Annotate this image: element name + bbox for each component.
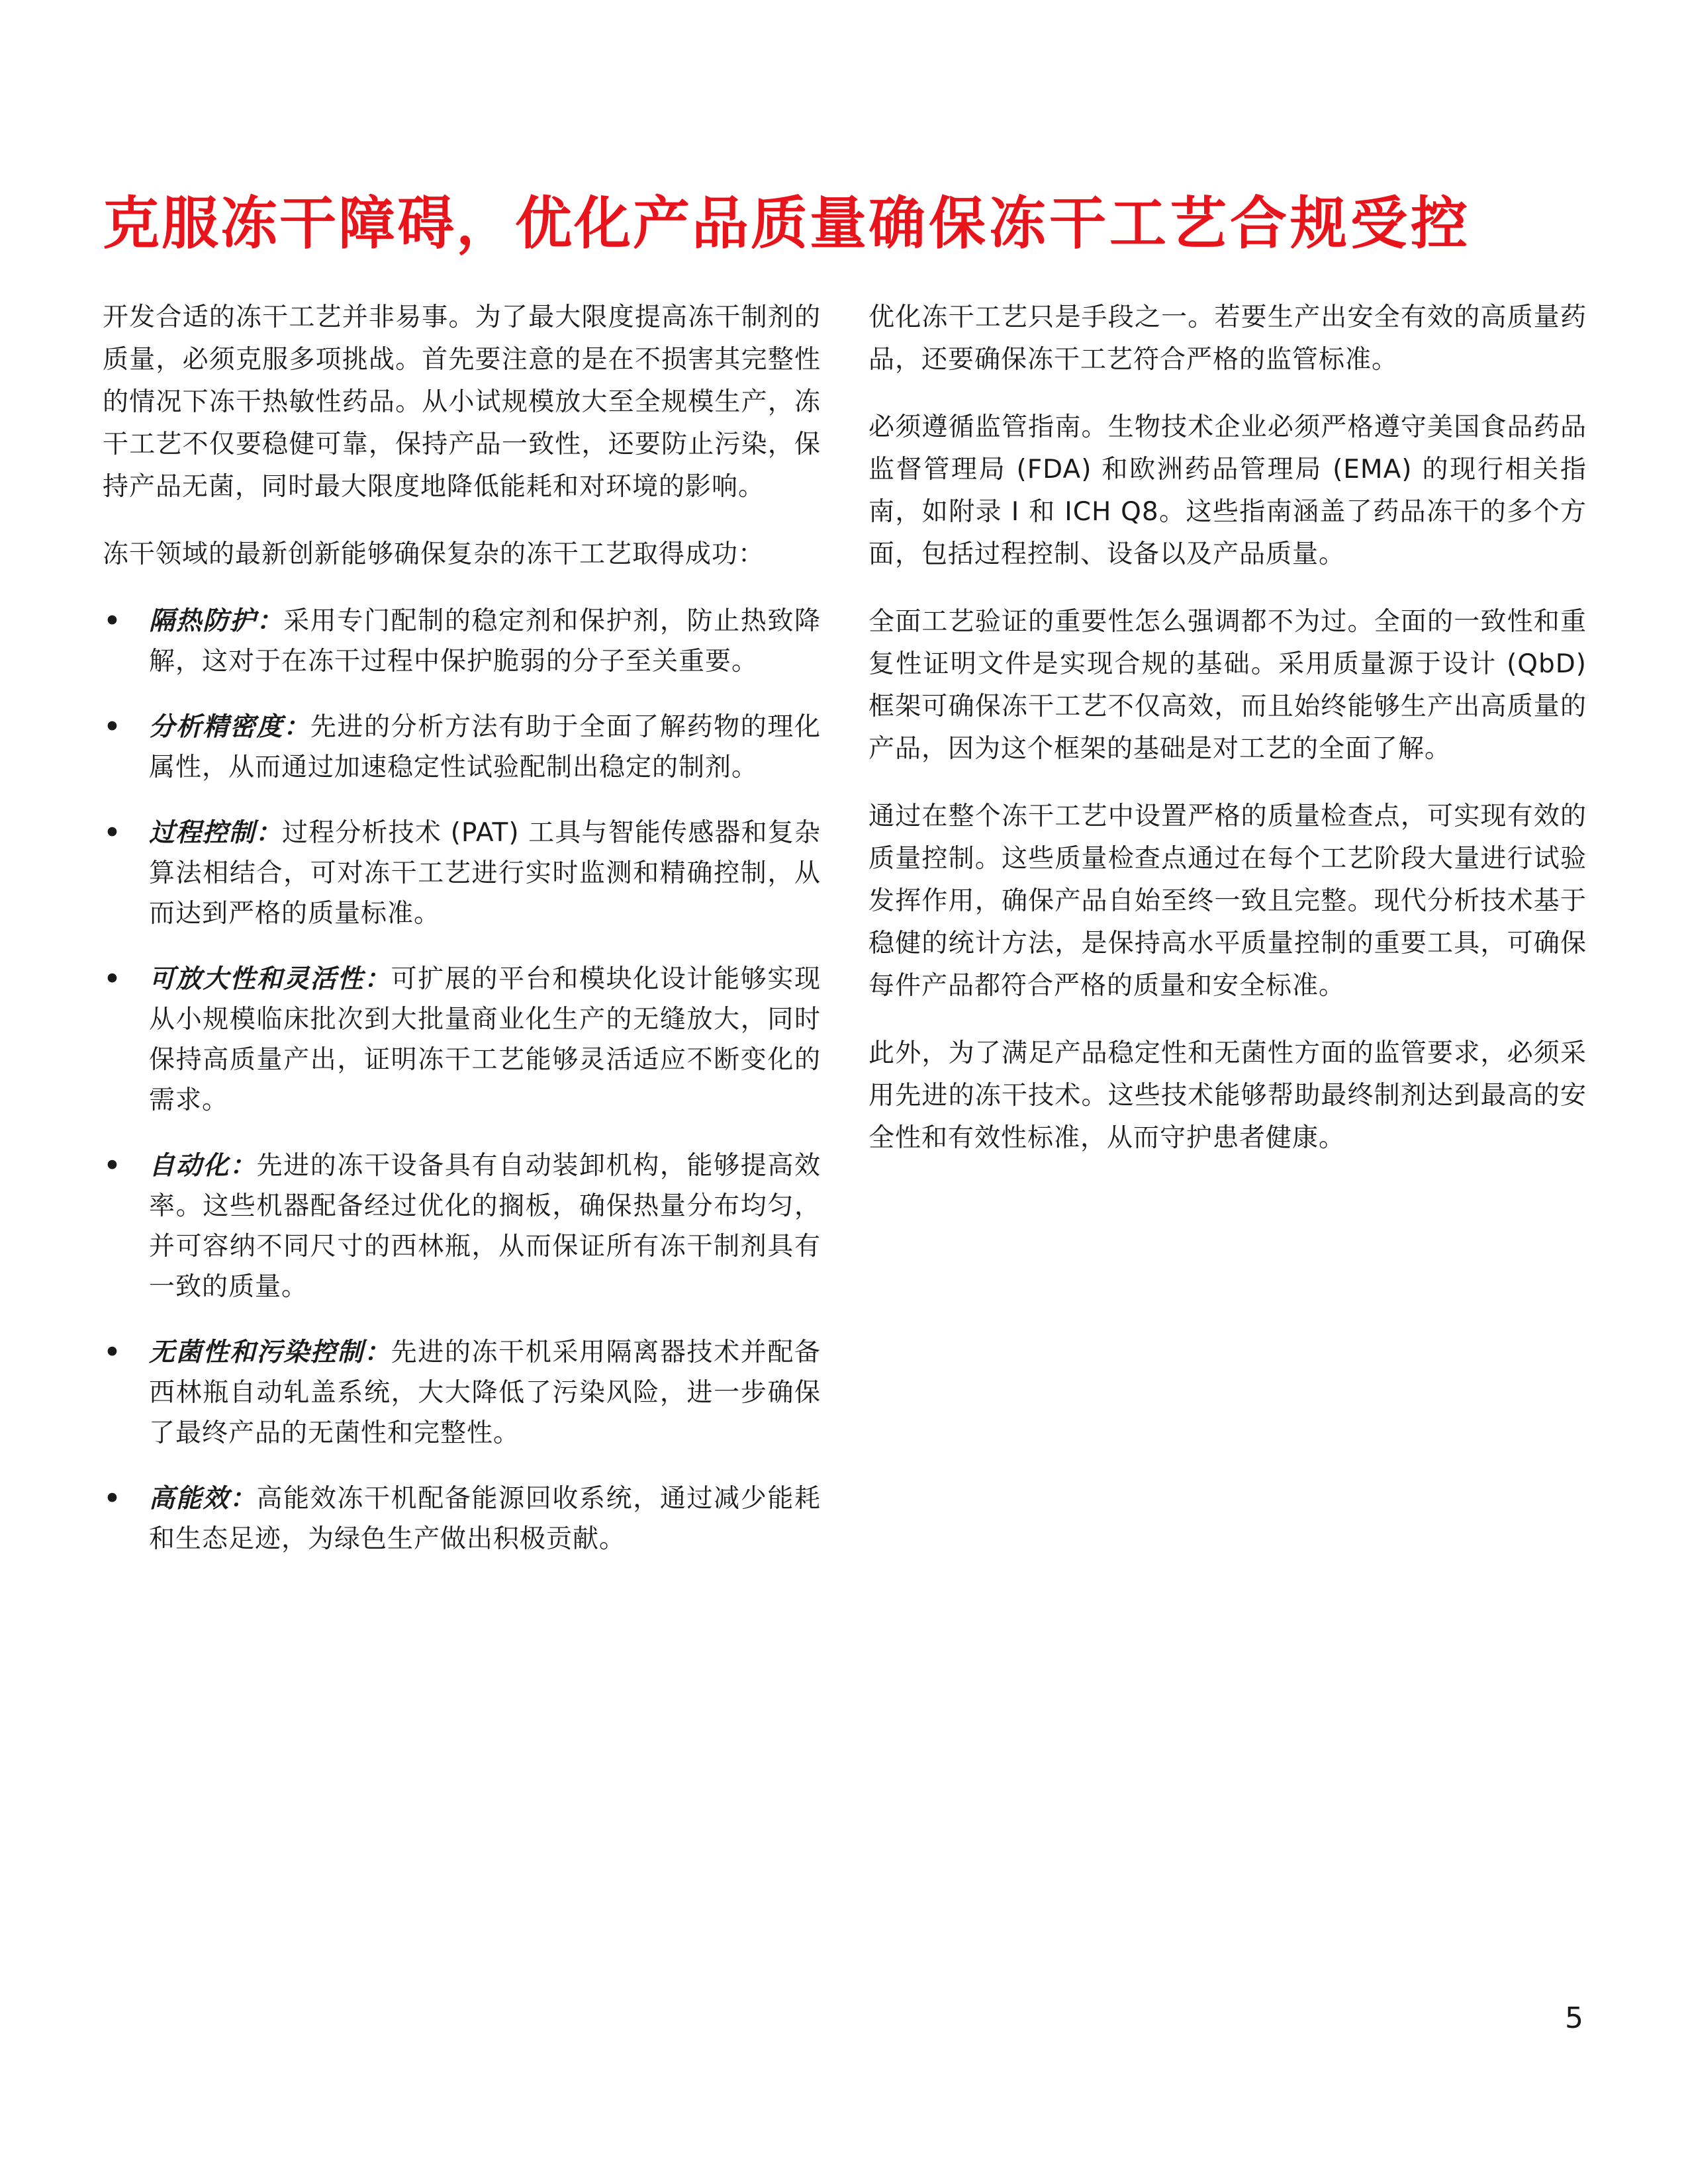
- bullet-term: 自动化：: [149, 1151, 257, 1181]
- right-paragraph-1: 优化冻干工艺只是手段之一。若要生产出安全有效的高质量药品，还要确保冻干工艺符合严格的监管标准。: [868, 302, 1587, 375]
- bullet-term: 隔热防护：: [149, 606, 284, 636]
- list-item: [103, 959, 821, 1120]
- bullet-term: 过程控制：: [149, 818, 282, 848]
- list-item: [103, 813, 821, 934]
- left-column: [103, 191, 868, 1584]
- left-paragraph-2: 冻干领域的最新创新能够确保复杂的冻干工艺取得成功：: [103, 539, 765, 569]
- bullet-icon: •: [104, 818, 121, 848]
- bullet-icon: •: [104, 1338, 121, 1367]
- bullet-term: 可放大性和灵活性：: [149, 964, 391, 994]
- bullet-icon: •: [104, 1151, 121, 1181]
- list-item: [103, 1146, 821, 1307]
- bullet-term: 高能效：: [149, 1484, 257, 1514]
- list-item: [103, 1332, 821, 1453]
- list-item: [103, 1479, 821, 1559]
- bullet-text: 采用专门配制的稳定剂和保护剂，防止热致降解，这对于在冻干过程中保护脆弱的分子至关重要。: [149, 606, 821, 676]
- bullet-text: 先进的冻干机采用隔离器技术并配备西林瓶自动轧盖系统，大大降低了污染风险，进一步确保了最终产品的无菌性和完整性。: [149, 1338, 821, 1448]
- left-heading: 克服冻干障碍，优化产品质量: [103, 191, 868, 257]
- bullet-text: 可扩展的平台和模块化设计能够实现从小规模临床批次到大批量商业化生产的无缝放大，同时保持高质量产出，证明冻干工艺能够灵活适应不断变化的需求。: [149, 964, 821, 1115]
- right-paragraph-2: 必须遵循监管指南。生物技术企业必须严格遵守美国食品药品监督管理局 (FDA) 和欧洲药品管理局 (EMA) 的现行相关指南，如附录 I 和 ICH Q8。这些指南涵盖了药品冻干的多个方面，包括过程控制、设备以及产品质量。: [868, 412, 1587, 569]
- bullet-text: 高能效冻干机配备能源回收系统，通过减少能耗和生态足迹，为绿色生产做出积极贡献。: [149, 1484, 821, 1554]
- right-paragraph-5: 此外，为了满足产品稳定性和无菌性方面的监管要求，必须采用先进的冻干技术。这些技术能够帮助最终制剂达到最高的安全性和有效性标准，从而守护患者健康。: [868, 1038, 1587, 1153]
- bullet-text: 先进的冻干设备具有自动装卸机构，能够提高效率。这些机器配备经过优化的搁板，确保热量分布均匀，并可容纳不同尺寸的西林瓶，从而保证所有冻干制剂具有一致的质量。: [149, 1151, 821, 1302]
- right-paragraph-4: 通过在整个冻干工艺中设置严格的质量检查点，可实现有效的质量控制。这些质量检查点通过在每个工艺阶段大量进行试验发挥作用，确保产品自始至终一致且完整。现代分析技术基于稳健的统计方法，是保持高水平质量控制的重要工具，可确保每件产品都符合严格的质量和安全标准。: [868, 801, 1587, 1001]
- right-paragraph-3: 全面工艺验证的重要性怎么强调都不为过。全面的一致性和重复性证明文件是实现合规的基础。采用质量源于设计 (QbD) 框架可确保冻干工艺不仅高效，而且始终能够生产出高质量的产品，因为这个框架的基础是对工艺的全面了解。: [868, 607, 1587, 764]
- bullet-text: 过程分析技术 (PAT) 工具与智能传感器和复杂算法相结合，可对冻干工艺进行实时监测和精确控制，从而达到严格的质量标准。: [149, 818, 821, 929]
- bullet-icon: •: [104, 964, 121, 994]
- innovation-list: [103, 601, 821, 1559]
- bullet-icon: •: [104, 712, 121, 742]
- bullet-term: 分析精密度：: [149, 712, 310, 742]
- right-heading: 确保冻干工艺合规受控: [868, 191, 1471, 257]
- bullet-icon: •: [104, 606, 121, 636]
- list-item: [103, 601, 821, 682]
- bullet-text: 先进的分析方法有助于全面了解药物的理化属性，从而通过加速稳定性试验配制出稳定的制剂。: [149, 712, 821, 782]
- right-column: [868, 191, 1587, 1185]
- page-number: 5: [1565, 2001, 1583, 2035]
- bullet-term: 无菌性和污染控制：: [149, 1338, 391, 1367]
- left-paragraph-1: 开发合适的冻干工艺并非易事。为了最大限度提高冻干制剂的质量，必须克服多项挑战。首先要注意的是在不损害其完整性的情况下冻干热敏性药品。从小试规模放大至全规模生产，冻干工艺不仅要稳健可靠，保持产品一致性，还要防止污染，保持产品无菌，同时最大限度地降低能耗和对环境的影响。: [103, 302, 821, 502]
- bullet-icon: •: [104, 1484, 121, 1514]
- list-item: [103, 707, 821, 788]
